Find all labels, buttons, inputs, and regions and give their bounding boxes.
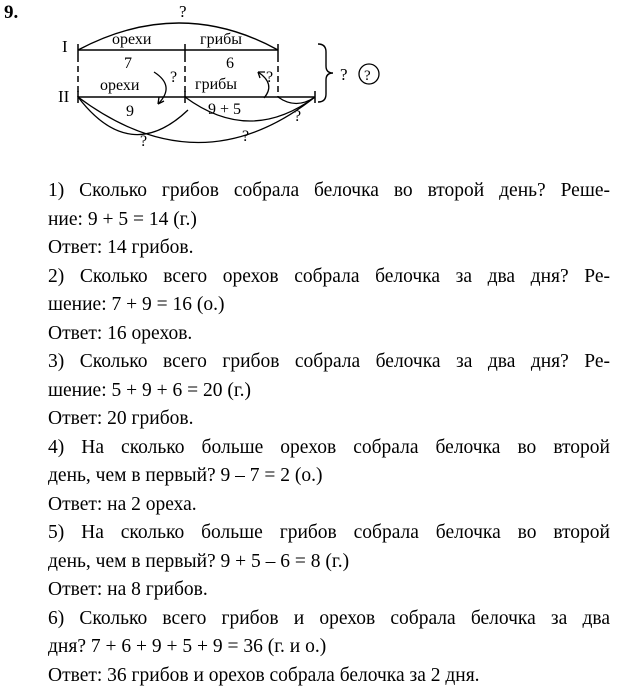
row2-mushrooms-label: грибы xyxy=(195,76,238,93)
solution-line: Ответ: 14 грибов. xyxy=(48,237,194,258)
solution-line: ние: 9 + 5 = 14 (г.) xyxy=(48,208,197,230)
solution-line: Ответ: 20 грибов. xyxy=(48,408,194,429)
solution-line: 2) Сколько всего орехов собрала белочка за два дня? Ре- xyxy=(48,265,610,287)
top-question-mark: ? xyxy=(179,2,187,21)
row2-mushrooms-value: 9 + 5 xyxy=(208,101,242,118)
solution-line: Ответ: на 2 ореха. xyxy=(48,493,197,515)
mushrooms-total-q: ? xyxy=(294,108,302,125)
solution-line: день, чем в первый? 9 + 5 – 6 = 8 (г.) xyxy=(48,550,350,572)
row2-total-arc xyxy=(78,97,315,143)
top-total-arc xyxy=(78,23,278,50)
row2-small-arc xyxy=(278,97,315,104)
right-brace xyxy=(318,44,333,102)
solution-line: 3) Сколько всего грибов собрала белочка за два дня? Ре- xyxy=(48,351,610,372)
nuts-total-q: ? xyxy=(140,133,148,150)
solution-line: 1) Сколько грибов собрала белочка во второй день? Реше- xyxy=(48,180,610,201)
row-label-2: II xyxy=(58,87,70,106)
problem-number: 9. xyxy=(4,2,19,23)
solution-line: 5) На сколько больше грибов собрала белочка во второй xyxy=(48,522,610,543)
row1-nuts-value: 7 xyxy=(124,55,132,72)
mushrooms-compare-q: ? xyxy=(266,69,274,86)
brace-question-mark: ? xyxy=(340,65,348,84)
row1-mushrooms-value: 6 xyxy=(226,55,234,72)
row2-nuts-label: орехи xyxy=(100,77,140,94)
solution-line: шение: 7 + 9 = 16 (о.) xyxy=(48,294,225,315)
row2-nuts-value: 9 xyxy=(126,103,134,120)
row1-nuts-label: орехи xyxy=(112,31,152,48)
solution-line: Ответ: на 8 грибов. xyxy=(48,579,208,600)
solution-line: дня? 7 + 6 + 9 + 5 + 9 = 36 (г. и о.) xyxy=(48,636,327,657)
solution-text xyxy=(48,177,610,690)
row2-total-q: ? xyxy=(242,128,250,145)
circled-question-mark: ? xyxy=(364,68,371,84)
solution-line: 4) На сколько больше орехов собрала белочка во второй xyxy=(48,436,610,458)
solution-line: шение: 5 + 9 + 6 = 20 (г.) xyxy=(48,379,252,401)
row1-mushrooms-label: грибы xyxy=(200,31,243,48)
segment-diagram xyxy=(0,0,634,175)
solution-line: 6) Сколько всего грибов и орехов собрала белочка за два xyxy=(48,607,610,629)
solution-line: день, чем в первый? 9 – 7 = 2 (о.) xyxy=(48,465,323,486)
solution-line: Ответ: 36 грибов и орехов собрала белочка за 2 дня. xyxy=(48,664,480,686)
row-label-1: I xyxy=(62,37,68,56)
nuts-compare-q: ? xyxy=(170,69,178,86)
solution-line: Ответ: 16 орехов. xyxy=(48,322,193,344)
nuts-compare-arrow xyxy=(154,72,166,104)
